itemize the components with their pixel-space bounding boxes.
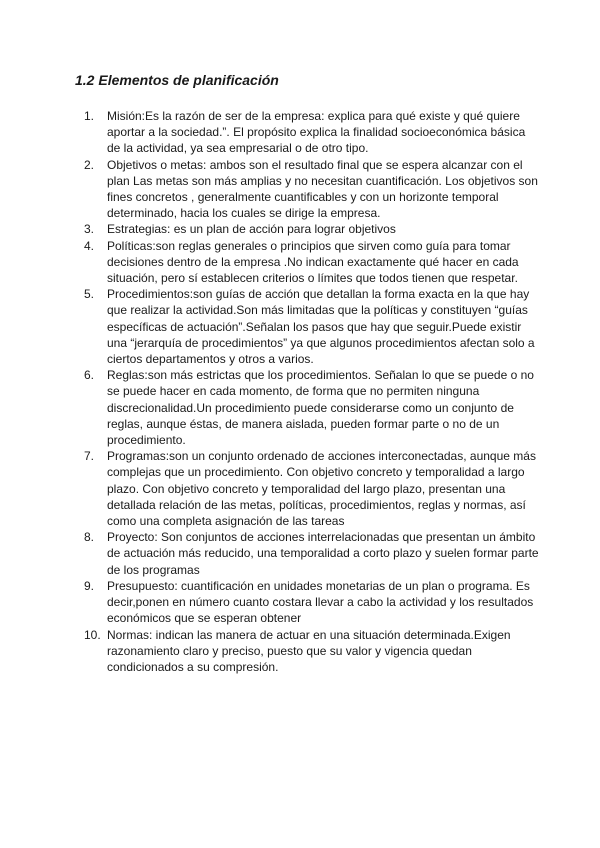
list-item [84, 529, 539, 578]
section-heading: 1.2 Elementos de planificación [75, 72, 279, 88]
list-item-number: 3. [84, 222, 95, 237]
list-item [84, 286, 539, 367]
list-item-text: Presupuesto: cuantificación en unidades monetarias de un plan o programa. Es decir,ponen en número cuanto costara llevar a cabo la actividad y los resultados económicos que se esperan obtener [107, 578, 534, 626]
list-item [84, 627, 539, 676]
list-item-text: Objetivos o metas: ambos son el resultado final que se espera alcanzar con el plan Las metas son más amplias y no necesitan cuantificación. Los objetivos son fines concretos , generalmente cuantificables y con un horizonte temporal determinado, hacia los cuales se dirige la empresa. [107, 157, 538, 221]
list-item-text: Reglas:son más estrictas que los procedimientos. Señalan lo que se puede o no se puede hacer en cada momento, de forma que no permiten ninguna discrecionalidad.Un procedimiento puede considerarse como un conjunto de reglas, aunque éstas, de manera aislada, pueden formar parte o no de un procedimiento. [107, 368, 534, 448]
list-item-number: 10. [84, 627, 101, 642]
list-item-number: 5. [84, 287, 95, 302]
planning-elements-list [84, 108, 539, 675]
list-item-text: Estrategias: es un plan de acción para lograr objetivos [107, 222, 396, 237]
list-item-number: 4. [84, 238, 95, 253]
list-item [84, 108, 539, 157]
list-item-number: 6. [84, 368, 95, 383]
list-item [84, 238, 539, 287]
list-item [84, 367, 539, 448]
list-item [84, 221, 539, 237]
list-item-number: 2. [84, 157, 95, 172]
list-item-text: Políticas:son reglas generales o principios que sirven como guía para tomar decisiones dentro de la empresa .No indican exactamente qué hacer en cada situación, pero sí establecen criterios o límites que todos tienen que respetar. [107, 238, 519, 286]
list-item [84, 157, 539, 222]
list-item-text: Procedimientos:son guías de acción que detallan la forma exacta en la que hay que realizar la actividad.Son más limitadas que la políticas y constituyen “guías específicas de actuación”.Señalan los pasos que hay que seguir.Puede existir una “jerarquía de procedimientos” ya que algunos procedimientos afectan solo a ciertos departamentos y otros a varios. [107, 287, 535, 367]
list-item [84, 448, 539, 529]
list-item-text: Normas: indican las manera de actuar en una situación determinada.Exigen razonamiento claro y preciso, puesto que su valor y vigencia quedan condicionados a su compresión. [107, 627, 511, 674]
list-item-text: Programas:son un conjunto ordenado de acciones interconectadas, aunque más complejas que un procedimiento. Con objetivo concreto y temporalidad a largo plazo. Con objetivo concreto y temporalidad del largo plazo, presentan una detallada relación de las metas, políticas, procedimientos, reglas y normas, así como una completa asignación de las tareas [107, 449, 536, 529]
list-item-number: 1. [84, 109, 95, 123]
list-item-number: 7. [84, 449, 95, 464]
list-item [84, 578, 539, 627]
list-item-number: 9. [84, 578, 95, 593]
list-item-number: 8. [84, 530, 95, 545]
list-item-text: Misión:Es la razón de ser de la empresa: explica para qué existe y qué quiere aportar a la sociedad.”. El propósito explica la finalidad socioeconómica básica de la actividad, ya sea empresarial o de otro tipo. [107, 109, 526, 156]
list-item-text: Proyecto: Son conjuntos de acciones interrelacionadas que presentan un ámbito de actuación más reducido, una temporalidad a corto plazo y suelen formar parte de los programas [107, 530, 539, 577]
